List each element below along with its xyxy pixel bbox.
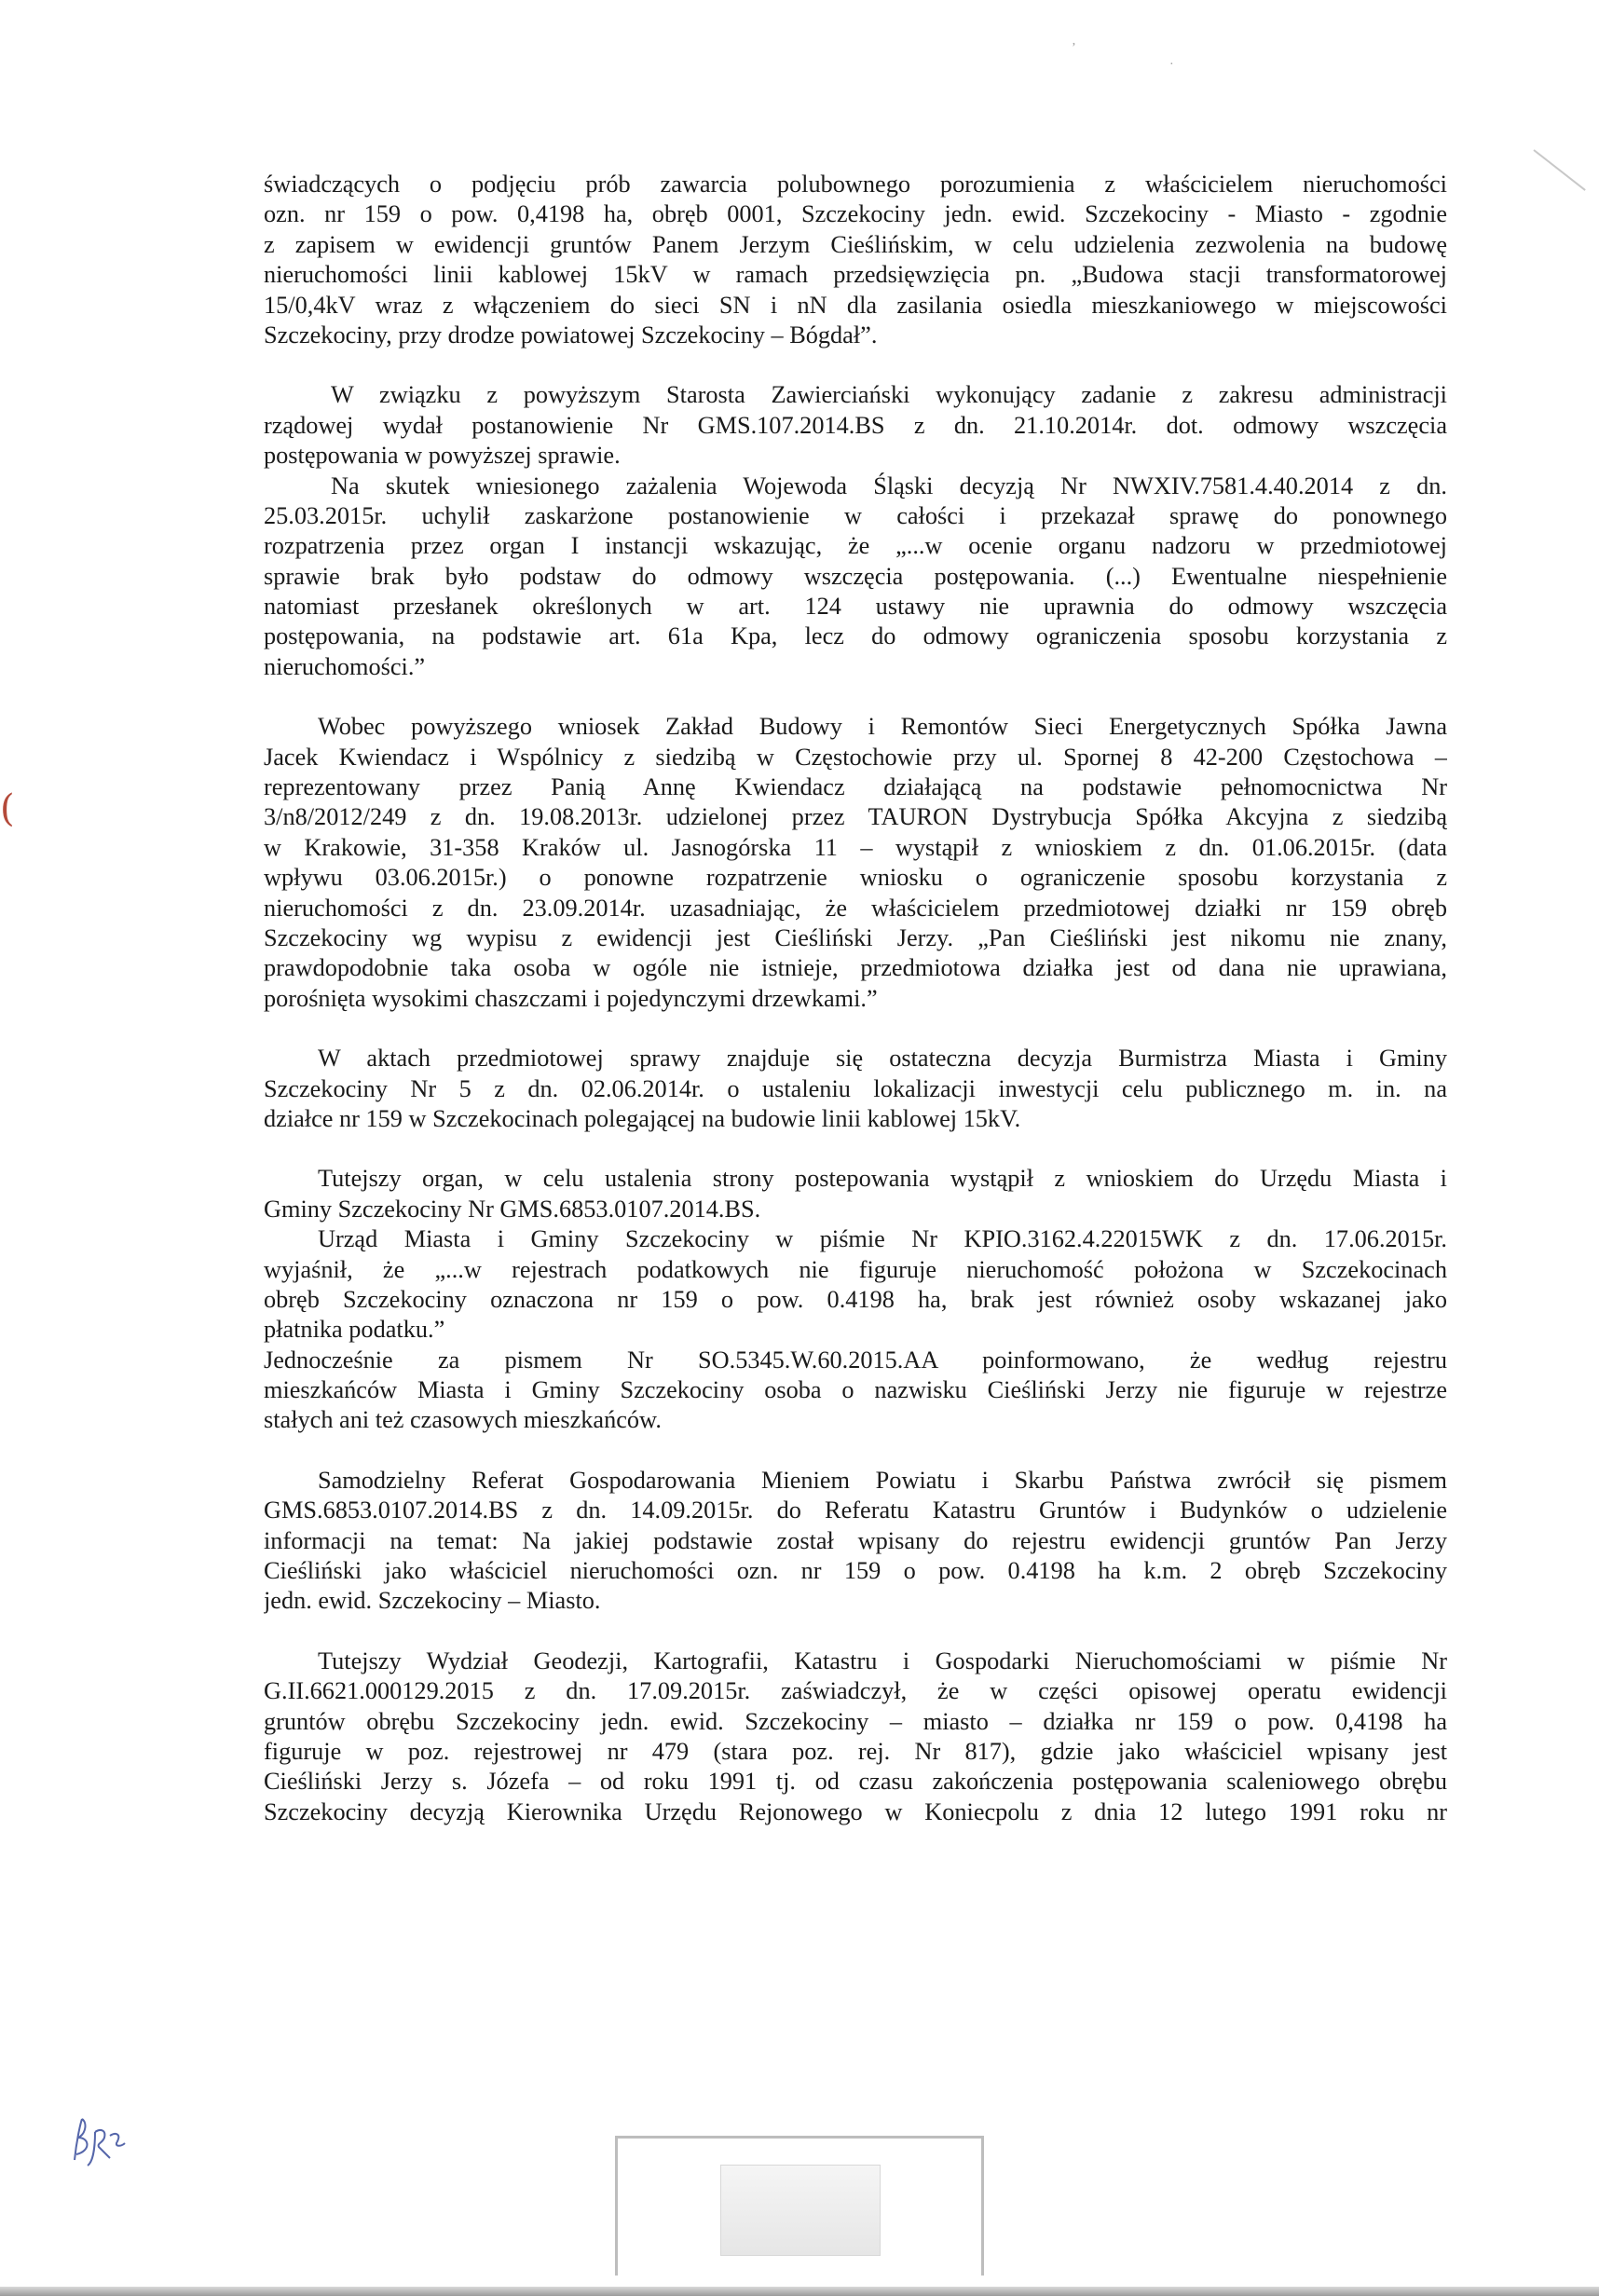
text-line: Cieśliński Jerzy s. Józefa – od roku 1991 tj. od czasu zakończenia postępowania scaleniowego obrębu [264,1768,1447,1796]
text-line: reprezentowany przez Panią Annę Kwiendacz działającą na podstawie pełnomocnictwa Nr [264,773,1447,801]
text-line: wyjaśnił, że „...w rejestrach podatkowych nie figuruje nieruchomość położona w Szczekocinach [264,1255,1447,1283]
handwritten-initials [67,2113,132,2169]
text-line: 15/0,4kV wraz z włączeniem do sieci SN i nN dla zasilania osiedla mieszkaniowego w miejscowości [264,291,1447,319]
text-line: nieruchomości.” [264,652,426,680]
text-line: porośnięta wysokimi chaszczami i pojedynczymi drzewkami.” [264,984,878,1012]
text-line: Na skutek wniesionego zażalenia Wojewoda Śląski decyzją Nr NWXIV.7581.4.40.2014 z dn. [331,472,1447,499]
text-line: natomiast przesłanek określonych w art. 124 ustawy nie uprawnia do odmowy wszczęcia [264,593,1447,621]
scan-bottom-edge [0,2287,1599,2296]
text-line: 25.03.2015r. uchylił zaskarżone postanowienie w całości i przekazał sprawę do ponownego [264,501,1447,529]
scan-speck: ʼ [1072,41,1076,55]
text-line: prawdopodobnie taka osoba w ogóle nie istnieje, przedmiotowa działka jest od dana nie uprawiana, [264,954,1447,982]
text-line: W związku z powyższym Starosta Zawierciański wykonujący zadanie z zakresu administracji [331,381,1447,409]
paragraph-9 [264,1466,1447,1617]
scanner-tab-inner [720,2165,881,2256]
text-line: Samodzielny Referat Gospodarowania Mieniem Powiatu i Skarbu Państwa zwrócił się pismem [318,1466,1447,1494]
text-line: Szczekociny, przy drodze powiatowej Szczekociny – Bógdał”. [264,321,878,348]
text-line: Szczekociny wg wypisu z ewidencji jest Cieśliński Jerzy. „Pan Cieśliński jest nikomu nie znany, [264,923,1447,951]
text-line: Urząd Miasta i Gminy Szczekociny w piśmie Nr KPIO.3162.4.22015WK z dn. 17.06.2015r. [318,1225,1447,1253]
text-line: Szczekociny Nr 5 z dn. 02.06.2014r. o ustaleniu lokalizacji inwestycji celu publicznego m. in. na [264,1074,1447,1102]
text-line: w Krakowie, 31-358 Kraków ul. Jasnogórska 11 – wystąpił z wnioskiem z dn. 01.06.2015r. (data [264,833,1447,861]
text-line: nieruchomości linii kablowej 15kV w ramach przedsięwzięcia pn. „Budowa stacji transformatorowej [264,261,1447,289]
scan-speck: · [1169,58,1174,72]
text-line: stałych ani też czasowych mieszkańców. [264,1406,662,1434]
paragraph-4 [264,712,1447,1014]
paragraph-5 [264,1044,1447,1134]
text-line: sprawie brak było podstaw do odmowy wszczęcia postępowania. (...) Ewentualne niespełnienie [264,562,1447,590]
text-line: nieruchomości z dn. 23.09.2014r. uzasadniając, że właścicielem przedmiotowej działki nr 159 obręb [264,894,1447,922]
text-line: 3/n8/2012/249 z dn. 19.08.2013r. udzielonej przez TAURON Dystrybucja Spółka Akcyjna z siedzibą [264,803,1447,831]
text-line: W aktach przedmiotowej sprawy znajduje się ostateczna decyzja Burmistrza Miasta i Gminy [318,1045,1447,1073]
text-line: gruntów obrębu Szczekociny jedn. ewid. Szczekociny – miasto – działka nr 159 o pow. 0,4198 ha [264,1707,1447,1735]
text-line: Wobec powyższego wniosek Zakład Budowy i Remontów Sieci Energetycznych Spółka Jawna [318,713,1447,741]
document-body [264,170,1447,1827]
text-line: rozpatrzenia przez organ I instancji wskazując, że „...w ocenie organu nadzoru w przedmiotowej [264,532,1447,560]
text-line: GMS.6853.0107.2014.BS z dn. 14.09.2015r. do Referatu Katastru Gruntów i Budynków o udzielenie [264,1496,1447,1524]
text-line: G.II.6621.000129.2015 z dn. 17.09.2015r. zaświadczył, że w części opisowej operatu ewidencji [264,1677,1447,1705]
text-line: z zapisem w ewidencji gruntów Panem Jerzym Cieślińskim, w celu udzielenia zezwolenia na budowę [264,230,1447,258]
text-line: świadczących o podjęciu prób zawarcia polubownego porozumienia z właścicielem nieruchomości [264,171,1447,198]
paragraph-3 [264,472,1447,683]
text-line: Cieśliński jako właściciel nieruchomości ozn. nr 159 o pow. 0.4198 ha k.m. 2 obręb Szczekociny [264,1557,1447,1585]
text-line: postępowania w powyższej sprawie. [264,442,621,470]
text-line: Jacek Kwiendacz i Wspólnicy z siedzibą w Częstochowie przy ul. Spornej 8 42-200 Częstochowa – [264,743,1447,771]
text-line: Tutejszy organ, w celu ustalenia strony postepowania wystąpił z wnioskiem do Urzędu Miasta i [318,1165,1447,1193]
text-line: Tutejszy Wydział Geodezji, Kartografii, Katastru i Gospodarki Nieruchomościami w piśmie Nr [318,1647,1447,1674]
text-line: Gminy Szczekociny Nr GMS.6853.0107.2014.BS. [264,1195,761,1223]
text-line: rządowej wydał postanowienie Nr GMS.107.2014.BS z dn. 21.10.2014r. dot. odmowy wszczęcia [264,411,1447,439]
text-line: działce nr 159 w Szczekocinach polegającej na budowie linii kablowej 15kV. [264,1104,1021,1132]
scanner-tab-artifact [615,2136,984,2276]
paragraph-2 [264,380,1447,471]
scan-corner-edge [1533,149,1585,191]
text-line: mieszkańców Miasta i Gminy Szczekociny osoba o nazwisku Cieśliński Jerzy nie figuruje w rejestrze [264,1376,1447,1404]
text-line: wpływu 03.06.2015r.) o ponowne rozpatrzenie wniosku o ograniczenie sposobu korzystania z [264,864,1447,892]
text-line: postępowania, na podstawie art. 61a Kpa, lecz do odmowy ograniczenia sposobu korzystania z [264,622,1447,650]
text-line: płatnika podatku.” [264,1316,445,1344]
text-line: Szczekociny decyzją Kierownika Urzędu Rejonowego w Koniecpolu z dnia 12 lutego 1991 roku nr [264,1797,1447,1825]
text-line: obręb Szczekociny oznaczona nr 159 o pow. 0.4198 ha, brak jest również osoby wskazanej jako [264,1285,1447,1313]
text-line: informacji na temat: Na jakiej podstawie został wpisany do rejestru ewidencji gruntów Pan Jerzy [264,1526,1447,1554]
paragraph-8 [264,1346,1447,1436]
text-line: ozn. nr 159 o pow. 0,4198 ha, obręb 0001, Szczekociny jedn. ewid. Szczekociny - Miasto - zgodnie [264,200,1447,228]
paragraph-10 [264,1647,1447,1827]
paragraph-1 [264,170,1447,350]
paragraph-6 [264,1164,1447,1224]
text-line: figuruje w poz. rejestrowej nr 479 (stara poz. rej. Nr 817), gdzie jako właściciel wpisany jest [264,1737,1447,1765]
text-line: jedn. ewid. Szczekociny – Miasto. [264,1587,601,1615]
margin-bracket-mark: ( [0,787,15,830]
text-line: Jednocześnie za pismem Nr SO.5345.W.60.2015.AA poinformowano, że według rejestru [264,1346,1447,1374]
paragraph-7 [264,1224,1447,1346]
